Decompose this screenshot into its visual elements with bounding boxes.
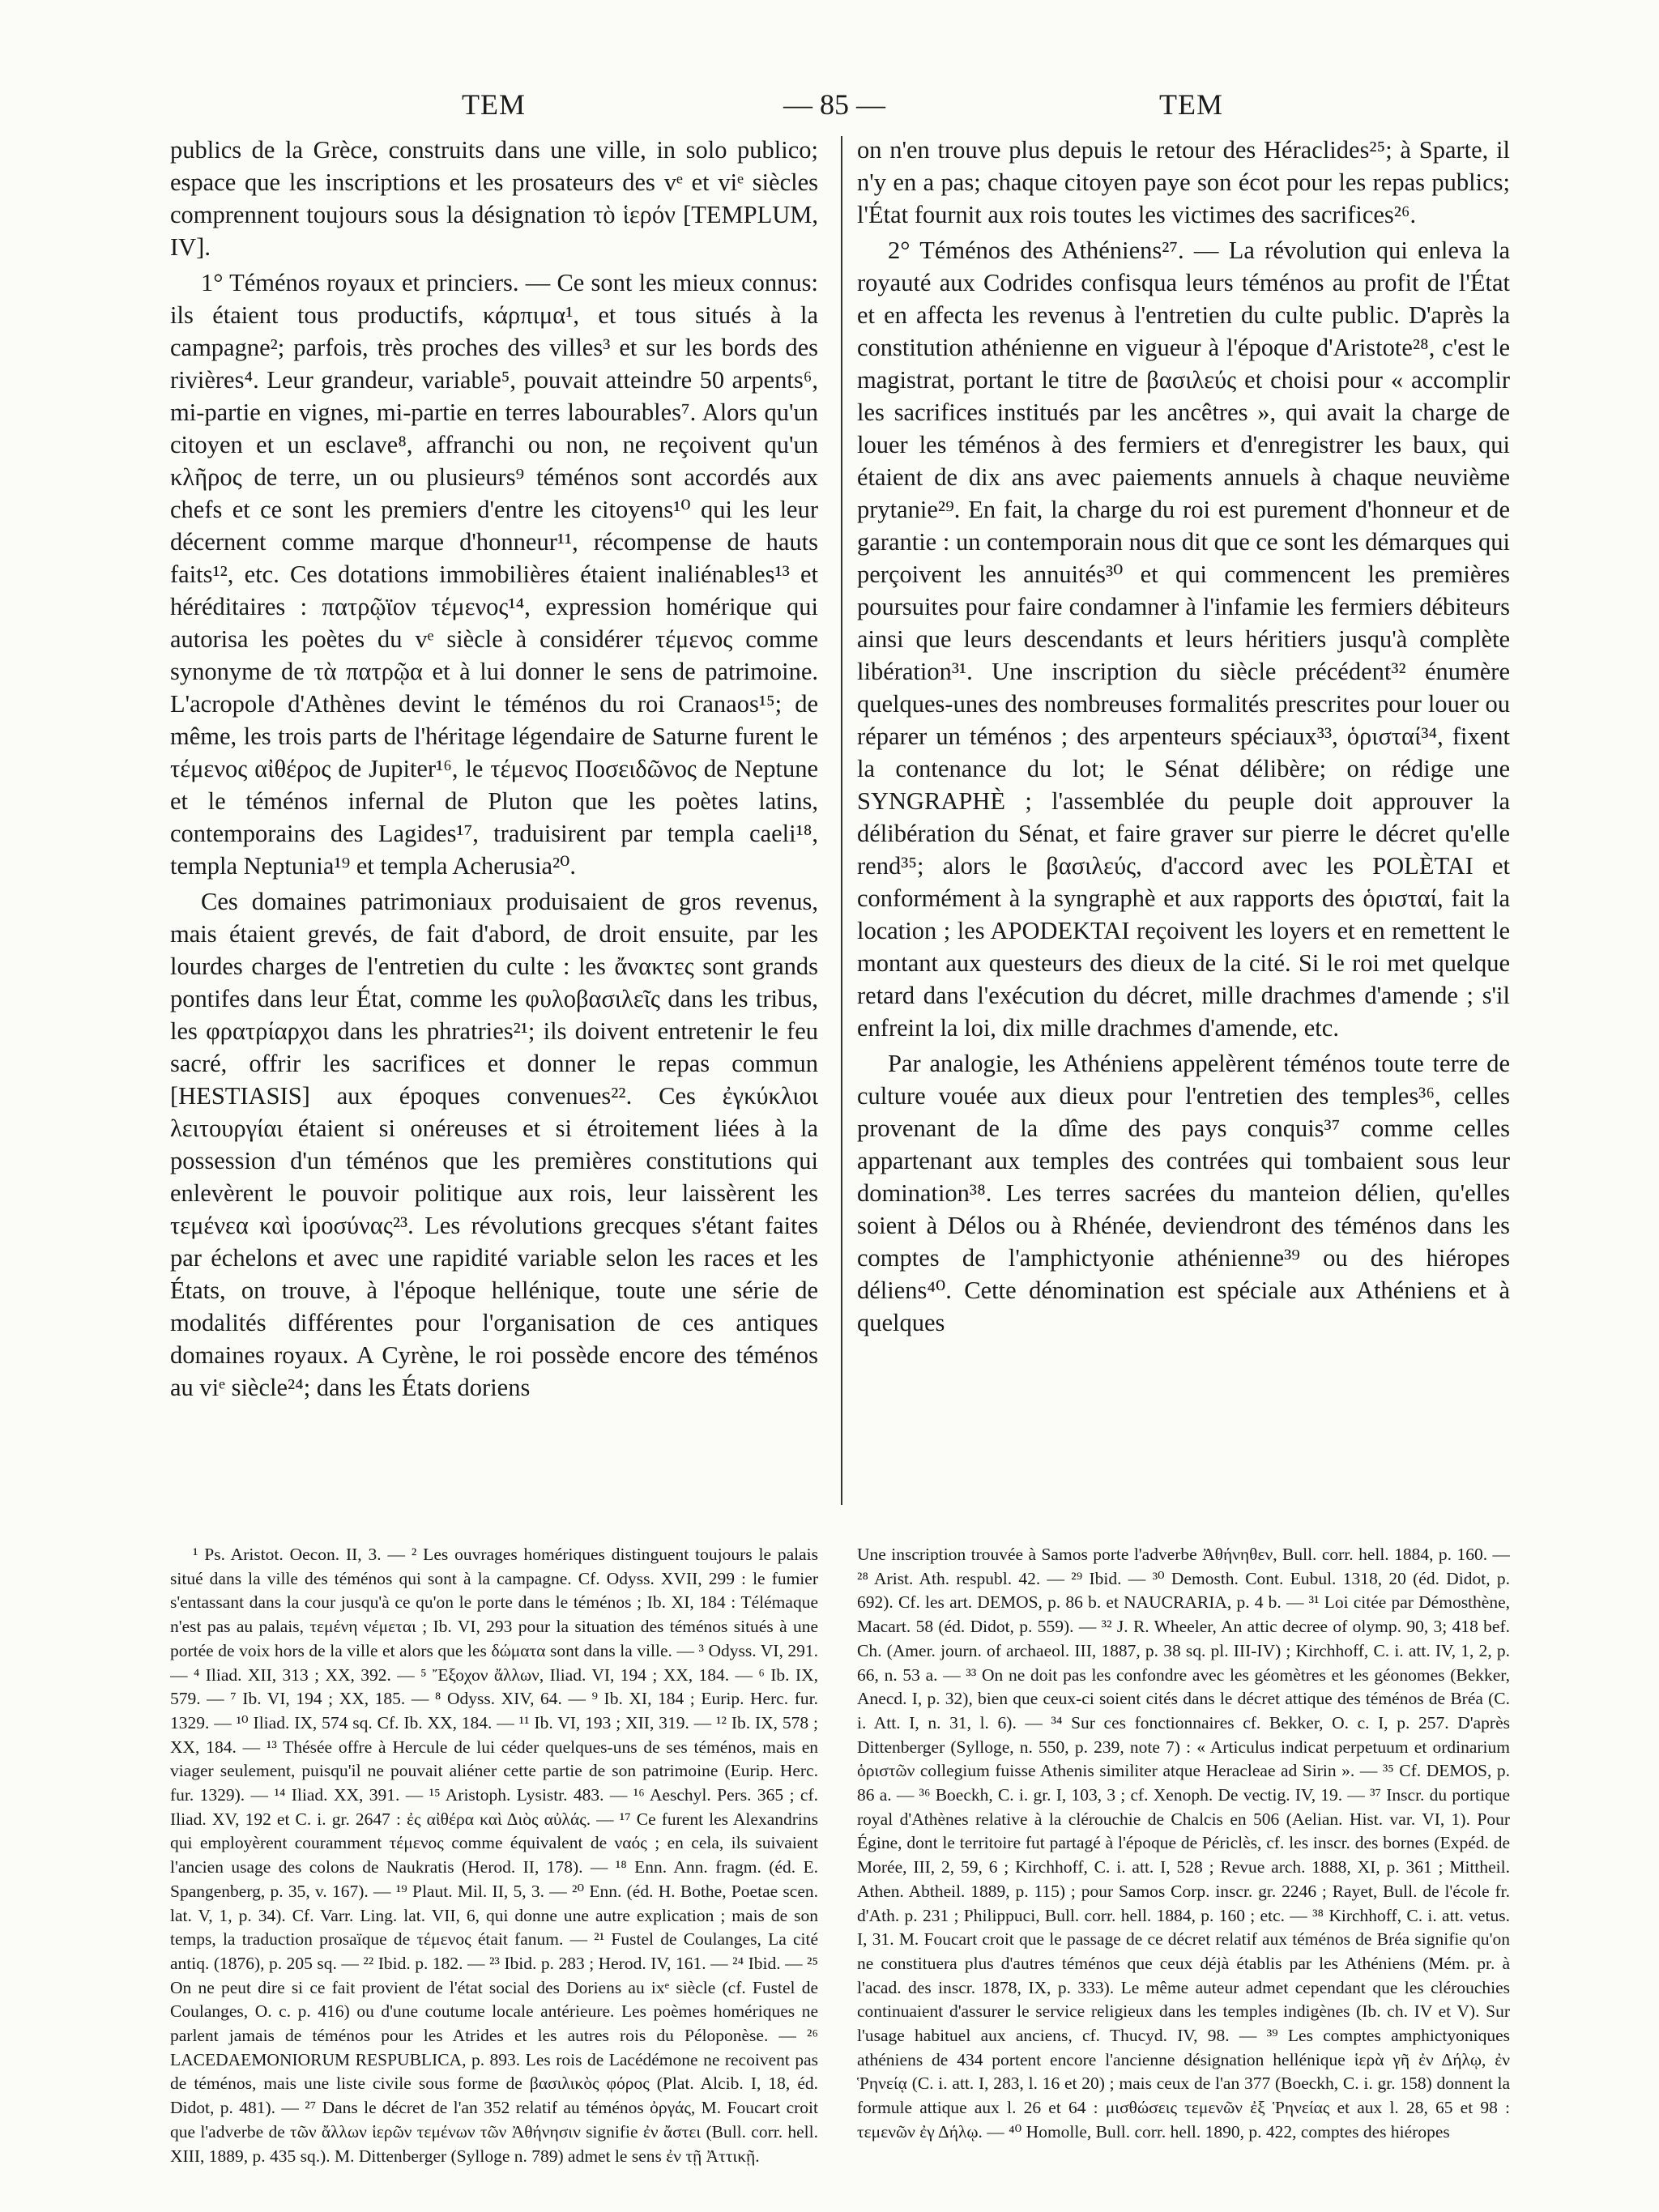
page-header <box>170 87 1499 136</box>
left-paragraph-2: 1° Téménos royaux et princiers. — Ce sont les mieux connus: ils étaient tous productifs, κάρπιμα¹, et tous situés à la campagne²; parfois, très proches des villes³ et sur les bords des rivières⁴. Leur grandeur, variable⁵, pouvait atteindre 50 arpents⁶, mi-partie en vignes, mi-partie en terres labourables⁷. Alors qu'un citoyen et un esclave⁸, affranchi ou non, ne reçoivent qu'un κλῆρος de terre, un ou plusieurs⁹ téménos sont accordés aux chefs et ce sont les premiers d'entre les citoyens¹⁰ qui les leur décernent comme marque d'honneur¹¹, récompense de hauts faits¹², etc. Ces dotations immobilières étaient inaliénables¹³ et héréditaires : πατρῷϊον τέμενος¹⁴, expression homérique qui autorisa les poètes du vᵉ siècle à considérer τέμενος comme synonyme de τὰ πατρῷα et à lui donner le sens de patrimoine. L'acropole d'Athènes devint le téménos du roi Cranaos¹⁵; de même, les trois parts de l'héritage légendaire de Saturne furent le τέμενος αἰθέρος de Jupiter¹⁶, le τέμενος Ποσειδῶνος de Neptune et le téménos infernal de Pluton que les poètes latins, contemporains des Lagides¹⁷, traduisirent par templa caeli¹⁸, templa Neptunia¹⁹ et templa Acherusia²⁰. <box>170 269 818 880</box>
left-column <box>170 134 818 1502</box>
page-number: — 85 — <box>783 88 885 121</box>
right-paragraph-3: Par analogie, les Athéniens appelèrent téménos toute terre de culture vouée aux dieux pour l'entretien des temples³⁶, celles provenant de la dîme des pays conquis³⁷ comme celles appartenant aux temples des contrées qui tombaient sous leur domination³⁸. Les terres sacrées du manteion délien, qu'elles soient à Délos ou à Rhénée, deviendront des téménos dans les comptes de l'amphictyonie athénienne³⁹ ou des hiéropes déliens⁴⁰. Cette dénomination est spéciale aux Athéniens et à quelques <box>857 1050 1510 1336</box>
footnotes-right-text: Une inscription trouvée à Samos porte l'adverbe Ἀθήνηθεν, Bull. corr. hell. 1884, p. 160. — ²⁸ Arist. Ath. respubl. 42. — ²⁹ Ibid. — ³⁰ Demosth. Cont. Eubul. 1318, 20 (éd. Didot, p. 692). Cf. les art. DEMOS, p. 86 b. et NAUCRARIA, p. 4 b. — ³¹ Loi citée par Démosthène, Macart. 58 (éd. Didot, p. 559). — ³² J. R. Wheeler, An attic decree of olymp. 90, 3; 418 bef. Ch. (Amer. journ. of archaeol. III, 1887, p. 38 sq. pl. III-IV) ; Kirchhoff, C. i. att. IV, 1, 2, p. 66, n. 53 a. — ³³ On ne doit pas les confondre avec les géomètres et les géonomes (Bekker, Anecd. I, p. 32), bien que ceux-ci soient cités dans le décret attique des téménos de Bréa (C. i. Att. I, n. 31, l. 6). — ³⁴ Sur ces fonctionnaires cf. Bekker, O. c. I, p. 257. D'après Dittenberger (Sylloge, n. 550, p. 239, note 7) : « Articulus indicat perpetuum et ordinarium ὁριστῶν collegium fuisse Athenis similiter atque Heracleae ad Sirin ». — ³⁵ Cf. DEMOS, p. 86 a. — ³⁶ Boeckh, C. i. gr. I, 103, 3 ; cf. Xenoph. De vectig. IV, 19. — ³⁷ Inscr. du portique royal d'Athènes relative à la clérouchie de Chalcis en 506 (Aelian. Hist. var. VI, 1). Pour Égine, dont le territoire fut partagé à l'époque de Périclès, cf. les inscr. des bornes (Expéd. de Morée, III, 2, 59, 6 ; Kirchhoff, C. i. att. I, 528 ; Revue arch. 1888, XI, p. 361 ; Mittheil. Athen. Abtheil. 1889, p. 115) ; pour Samos Corp. inscr. gr. 2246 ; Rayet, Bull. de l'école fr. d'Ath. p. 231 ; Philippuci, Bull. corr. hell. 1884, p. 160 ; etc. — ³⁸ Kirchhoff, C. i. att. vetus. I, 31. M. Foucart croit que le passage de ce décret relatif aux téménos de Bréa signifie qu'on ne constituera plus d'autres téménos que ceux déjà établis par les Athéniens (Mém. pr. à l'acad. des inscr. 1878, IX, p. 333). Le même auteur admet cependant que les clérouchies continuaient d'assurer le service religieux dans les temples indigènes (Ib. ch. IV et V). Sur l'usage habituel aux anciens, cf. Thucyd. IV, 98. — ³⁹ Les comptes amphictyoniques athéniens de 434 portent encore l'ancienne désignation hellénique ἱερὰ γῆ ἐν Δήλῳ, ἐν Ῥηνείᾳ (C. i. att. I, 283, l. 16 et 20) ; mais ceux de l'an 377 (Boeckh, C. i. gr. 158) donnent la formule attique aux l. 26 et 64 : μισθώσεις τεμενῶν ἐξ Ῥηνείας et aux l. 28, 65 et 98 : τεμενῶν ἐγ Δήλῳ. — ⁴⁰ Homolle, Bull. corr. hell. 1890, p. 422, comptes des hiéropes <box>857 1545 1510 2142</box>
footnotes-right <box>857 1543 1510 2183</box>
running-head-right: TEM <box>1159 88 1223 121</box>
running-head-left: TEM <box>462 88 526 121</box>
right-paragraph-1: on n'en trouve plus depuis le retour des Héraclides²⁵; à Sparte, il n'y en a pas; chaque citoyen paye son écot pour les repas publics; l'État fournit aux rois toutes les victimes des sacrifices²⁶. <box>857 136 1510 228</box>
left-paragraph-3: Ces domaines patrimoniaux produisaient de gros revenus, mais étaient grevés, de fait d'abord, de droit ensuite, par les lourdes charges de l'entretien du culte : les ἄνακτες sont grands pontifes dans leur État, comme les φυλοβασιλεῖς dans les tribus, les φρατρίαρχοι dans les phratries²¹; ils doivent entretenir le feu sacré, offrir les sacrifices et donner le repas commun [HESTIASIS] aux époques convenues²². Ces ἐγκύκλιοι λειτουργίαι étaient si onéreuses et si étroitement liées à la possession d'un téménos que les premières constitutions qui enlevèrent le pouvoir politique aux rois, leur laissèrent les τεμένεα καὶ ἱροσύνας²³. Les révolutions grecques s'étant faites par échelons et avec une rapidité variable selon les races et les États, on trouve, à l'époque hellénique, toute une série de modalités différentes pour l'organisation de ces antiques domaines royaux. A Cyrène, le roi possède encore des téménos au viᵉ siècle²⁴; dans les États doriens <box>170 888 818 1401</box>
left-paragraph-1: publics de la Grèce, construits dans une ville, in solo publico; espace que les inscriptions et les prosateurs des vᵉ et viᵉ siècles comprennent toujours sous la désignation τὸ ἱερόν [TEMPLUM, IV]. <box>170 136 818 261</box>
right-paragraph-2: 2° Téménos des Athéniens²⁷. — La révolution qui enleva la royauté aux Codrides confisqua leurs téménos au profit de l'État et en affecta les revenus à l'entretien du culte public. D'après la constitution athénienne en vigueur à l'époque d'Aristote²⁸, c'est le magistrat, portant le titre de βασιλεύς et choisi pour « accomplir les sacrifices institués par les ancêtres », qui avait la charge de louer les téménos à des fermiers et d'enregistrer les baux, qui étaient de dix ans avec paiements annuels à chaque neuvième prytanie²⁹. En fait, la charge du roi est purement d'honneur et de garantie : un contemporain nous dit que ce sont les démarques qui perçoivent les annuités³⁰ et qui commencent les premières poursuites pour faire condamner à l'infamie les fermiers débiteurs ainsi que leurs descendants et leurs héritiers jusqu'à complète libération³¹. Une inscription du siècle précédent³² énumère quelques-unes des nombreuses formalités prescrites pour louer ou réparer un téménos ; des arpenteurs spéciaux³³, ὁρισταί³⁴, fixent la contenance du lot; le Sénat délibère; on rédige une SYNGRAPHÈ ; l'assemblée du peuple doit approuver la délibération du Sénat, et faire graver sur pierre le décret qu'elle rend³⁵; alors le βασιλεύς, d'accord avec les POLÈTAI et conformément à la syngraphè et aux rapports des ὁρισταί, fait la location ; les APODEKTAI reçoivent les loyers et en remettent le montant aux questeurs des dieux de la cité. Si le roi met quelque retard dans l'exécution du décret, mille drachmes d'amende ; s'il enfreint la loi, dix mille drachmes d'amende, etc. <box>857 237 1510 1042</box>
footnotes-left <box>170 1543 818 2183</box>
footnotes-left-text: ¹ Ps. Aristot. Oecon. II, 3. — ² Les ouvrages homériques distinguent toujours le palais situé dans la ville des téménos qui sont à la campagne. Cf. Odyss. XVII, 299 : le fumier s'entassant dans la cour jusqu'à ce qu'on le porte dans le téménos ; Ib. XI, 184 : Télémaque n'est pas au palais, τεμένη νέμεται ; Ib. VI, 293 pour la situation des téménos situés à une portée de voix hors de la ville et alors que les δώματα sont dans la ville. — ³ Odyss. VI, 291. — ⁴ Iliad. XII, 313 ; XX, 392. — ⁵ Ἔξοχον ἄλλων, Iliad. VI, 194 ; XX, 184. — ⁶ Ib. IX, 579. — ⁷ Ib. VI, 194 ; XX, 185. — ⁸ Odyss. XIV, 64. — ⁹ Ib. XI, 184 ; Eurip. Herc. fur. 1329. — ¹⁰ Iliad. IX, 574 sq. Cf. Ib. XX, 184. — ¹¹ Ib. VI, 193 ; XII, 319. — ¹² Ib. IX, 578 ; XX, 184. — ¹³ Thésée offre à Hercule de lui céder quelques-uns de ses téménos, mais en viager seulement, puisqu'il ne pouvait aliéner cette partie de son patrimoine (Eurip. Herc. fur. 1329). — ¹⁴ Iliad. XX, 391. — ¹⁵ Aristoph. Lysistr. 483. — ¹⁶ Aeschyl. Pers. 365 ; cf. Iliad. XV, 192 et C. i. gr. 2647 : ἐς αἰθέρα καὶ Διὸς αὐλάς. — ¹⁷ Ce furent les Alexandrins qui employèrent couramment τέμενος comme équivalent de ναός ; en cela, ils suivaient l'ancien usage des colons de Naukratis (Herod. II, 178). — ¹⁸ Enn. Ann. fragm. (éd. E. Spangenberg, p. 35, v. 167). — ¹⁹ Plaut. Mil. II, 5, 3. — ²⁰ Enn. (éd. H. Bothe, Poetae scen. lat. V, 1, p. 34). Cf. Varr. Ling. lat. VII, 6, qui donne une autre explication ; mais de son temps, la traduction prosaïque de τέμενος était fanum. — ²¹ Fustel de Coulanges, La cité antiq. (1876), p. 205 sq. — ²² Ibid. p. 182. — ²³ Ibid. p. 283 ; Herod. IV, 161. — ²⁴ Ibid. — ²⁵ On ne peut dire si ce fait provient de l'état social des Doriens au ixᵉ siècle (cf. Fustel de Coulanges, O. c. p. 416) ou d'une coutume locale antérieure. Les poèmes homériques ne parlent jamais de téménos pour les Atrides et les autres rois du Péloponèse. — ²⁶ LACEDAEMONIORUM RESPUBLICA, p. 893. Les rois de Lacédémone ne recoivent pas de téménos, mais une liste civile sous forme de βασιλικὸς φόρος (Plat. Alcib. I, 18, éd. Didot, p. 481). — ²⁷ Dans le décret de l'an 352 relatif au téménos ὀργάς, M. Foucart croit que l'adverbe de τῶν ἄλλων ἱερῶν τεμένων τῶν Ἀθήνησιν signifie ἐν ἄστει (Bull. corr. hell. XIII, 1889, p. 435 sq.). M. Dittenberger (Sylloge n. 789) admet le sens ἐν τῇ Ἀττικῇ. <box>170 1545 818 2166</box>
right-column <box>857 134 1510 1502</box>
column-divider <box>841 136 842 1505</box>
